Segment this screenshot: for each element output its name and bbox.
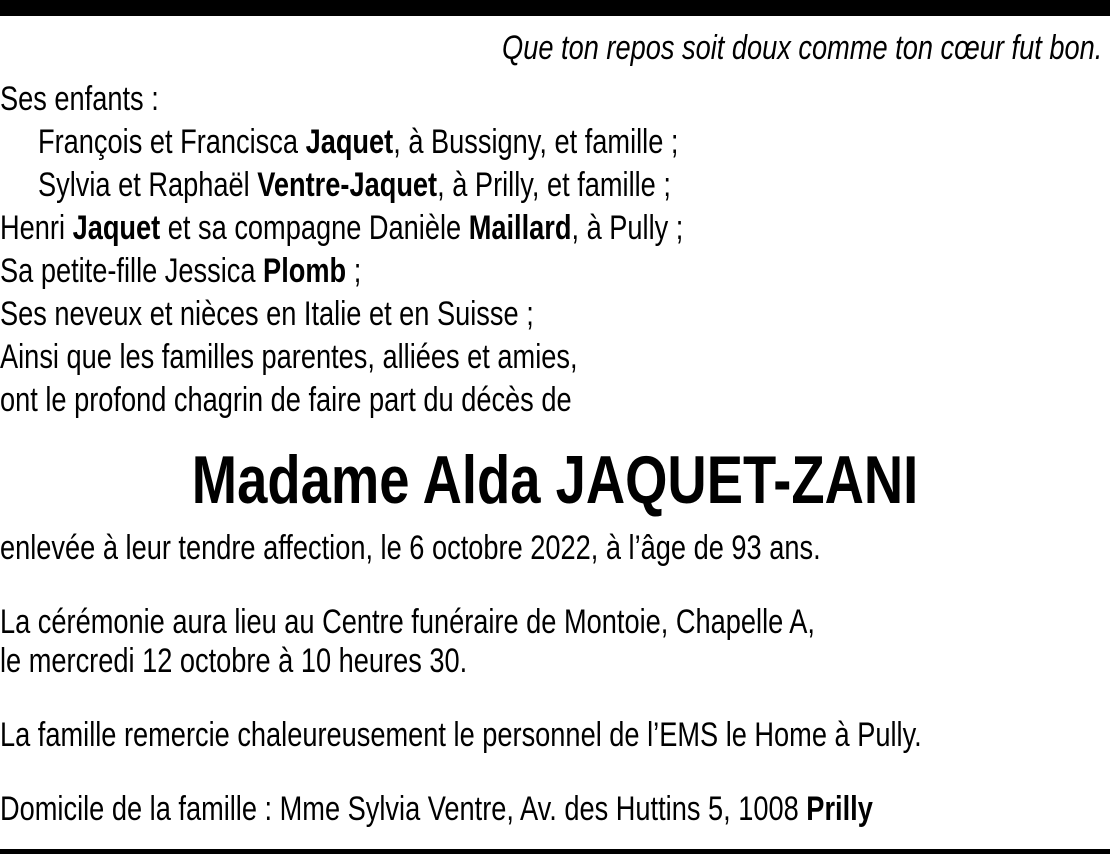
- child1-surname: Jaquet: [305, 123, 394, 161]
- children-heading: Ses enfants :: [0, 80, 159, 118]
- bottom-border: [0, 849, 1110, 854]
- child2-pre: Sylvia et Raphaël: [38, 166, 258, 204]
- announcement-line: ont le profond chagrin de faire part du décès de: [0, 381, 572, 419]
- ceremony-line-1: La cérémonie aura lieu au Centre funéraire de Montoie, Chapelle A,: [0, 603, 815, 641]
- death-line: enlevée à leur tendre affection, le 6 octobre 2022, à l’âge de 93 ans.: [0, 529, 821, 567]
- child1-post: , à Bussigny, et famille ;: [393, 123, 679, 161]
- child2-post: , à Prilly, et famille ;: [437, 166, 671, 204]
- family-line-child2: [38, 165, 829, 205]
- granddaughter-post: ;: [346, 252, 362, 290]
- family-line-henri: [0, 208, 854, 248]
- family-line-child1: [38, 122, 839, 162]
- motto: Que ton repos soit doux comme ton cœur fut bon.: [501, 29, 1102, 67]
- family-line-nephews: Ses neveux et nièces en Italie et en Suisse ;: [0, 295, 534, 333]
- henri-mid: et sa compagne Danièle: [160, 209, 469, 247]
- address-line: [0, 789, 1091, 829]
- deceased-name: Madame Alda JAQUET-ZANI: [191, 442, 919, 518]
- thanks-line: La famille remercie chaleureusement le personnel de l’EMS le Home à Pully.: [0, 716, 922, 754]
- address-city: Prilly: [806, 790, 873, 828]
- henri-pre: Henri: [0, 209, 73, 247]
- ceremony-line-2: le mercredi 12 octobre à 10 heures 30.: [0, 642, 468, 680]
- henri-surname: Jaquet: [72, 209, 161, 247]
- child1-pre: François et Francisca: [38, 123, 306, 161]
- henri-post: , à Pully ;: [571, 209, 684, 247]
- partner-surname: Maillard: [468, 209, 572, 247]
- granddaughter-surname: Plomb: [263, 252, 347, 290]
- child2-surname: Ventre-Jaquet: [257, 166, 438, 204]
- family-line-granddaughter: [0, 251, 452, 291]
- granddaughter-pre: Sa petite-fille Jessica: [0, 252, 264, 290]
- address-pre: Domicile de la famille : Mme Sylvia Ventre, Av. des Huttins 5, 1008: [0, 790, 807, 828]
- family-line-relatives: Ainsi que les familles parentes, alliées et amies,: [0, 338, 578, 376]
- top-border: [0, 0, 1110, 16]
